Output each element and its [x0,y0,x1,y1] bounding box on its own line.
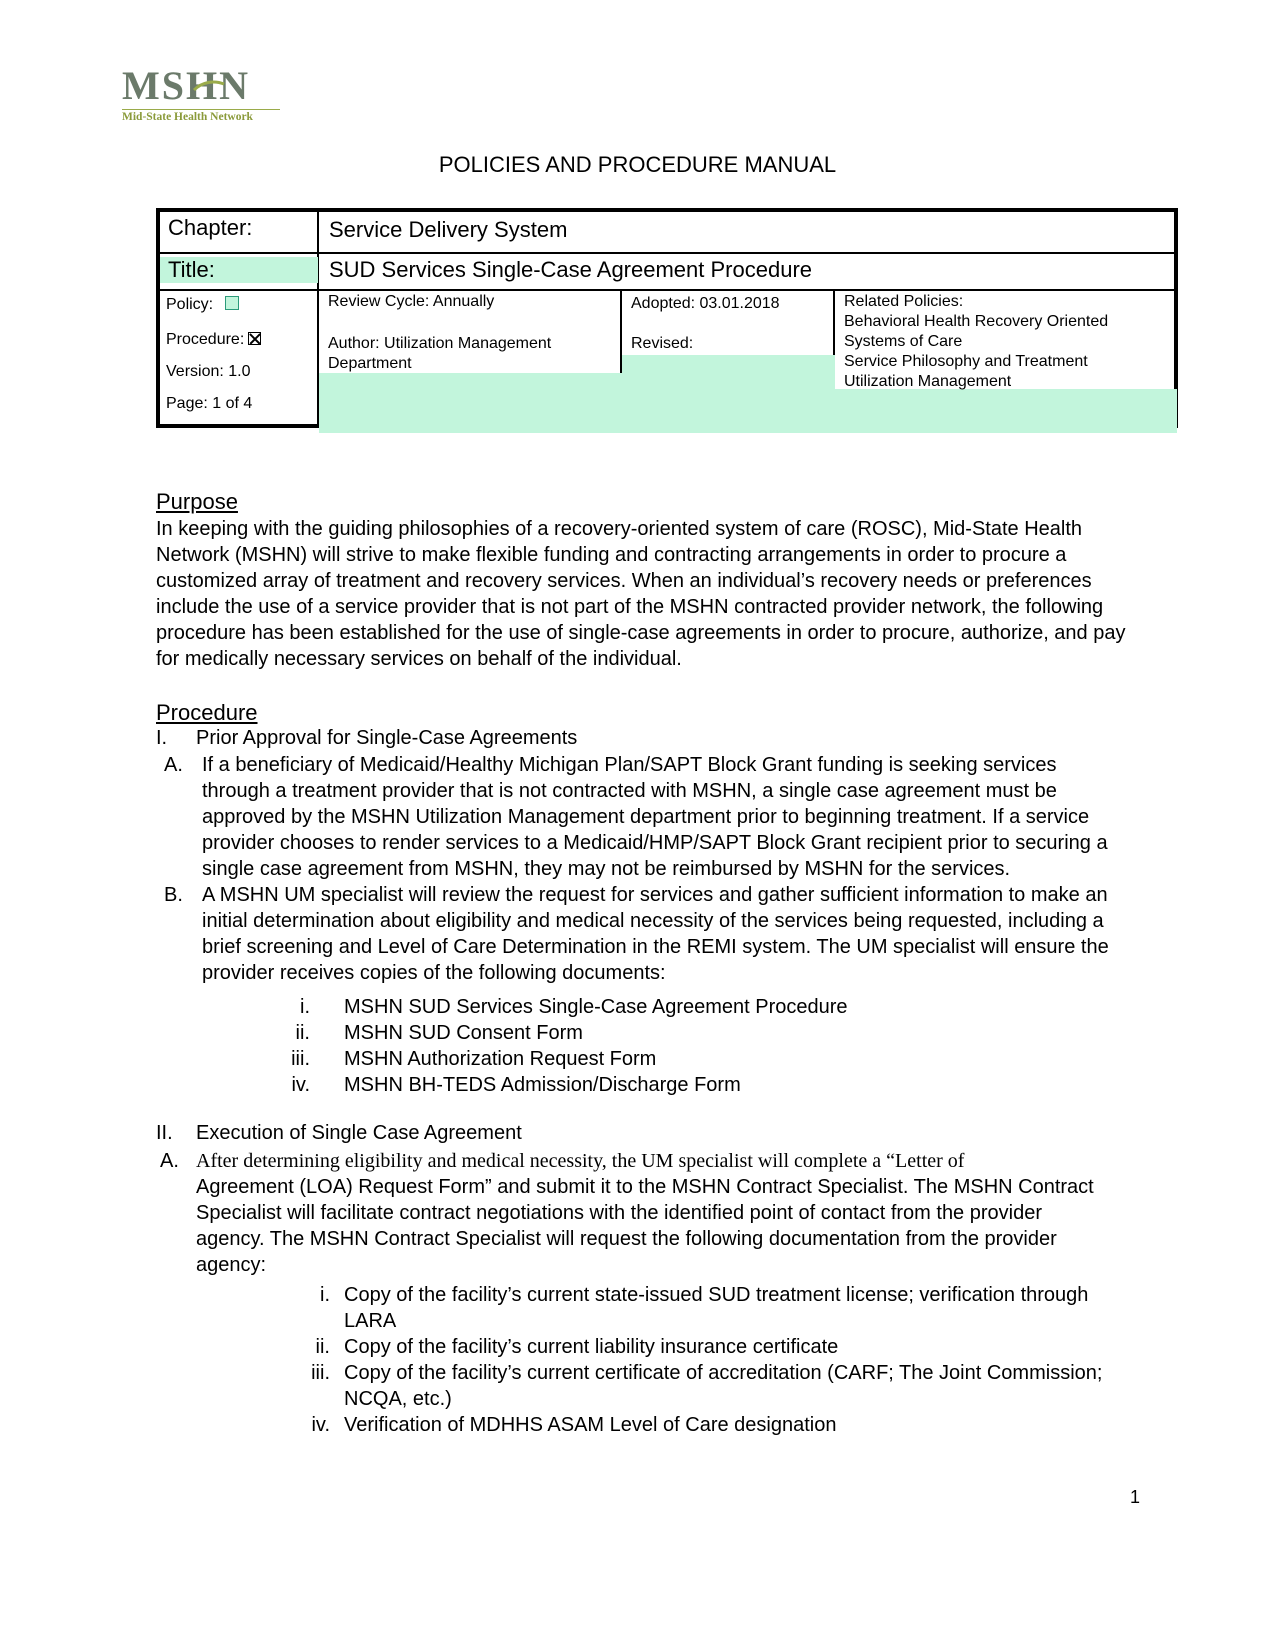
logo-swoosh-icon [192,78,226,94]
text-line: If a beneficiary of Medicaid/Healthy Michigan Plan/SAPT Block Grant funding is seeking services [202,754,1057,776]
meta-author-cell [318,290,621,426]
list-text: Copy of the facility’s current liability insurance certificate [344,1336,839,1358]
list-numeral: ii. [315,1336,330,1358]
procedure-line [166,331,261,349]
purpose-line: In keeping with the guiding philosophies of a recovery-oriented system of care (ROSC), Mid-State Health [156,518,1083,540]
text-line: through a treatment provider that is not contracted with MSHN, a single case agreement must be [202,780,1057,802]
revised-text: Revised: [631,335,694,352]
list-text: MSHN SUD Services Single-Case Agreement Procedure [344,996,848,1018]
page-text: Page: 1 of 4 [166,395,253,412]
section-1-title: Prior Approval for Single-Case Agreements [196,727,578,749]
purpose-line: for medically necessary services on behalf of the individual. [156,648,682,670]
author-highlight [319,373,622,433]
page-number: 1 [1130,1487,1141,1507]
text-line: LARA [344,1310,397,1332]
review-cycle-text: Review Cycle: Annually [328,293,495,310]
adopted-text: Adopted: 03.01.2018 [631,295,780,312]
text-line: After determining eligibility and medical necessity, the UM specialist will complete a “Letter of [196,1150,965,1172]
text-line: Copy of the facility’s current state-issued SUD treatment license; verification through [344,1284,1089,1306]
policy-line [166,296,239,314]
section-2-heading [156,1122,522,1145]
title-label: Title: [160,257,318,283]
list-numeral: ii. [295,1022,310,1044]
text-line: initial determination about eligibility and medical necessity of the services being requested, including a [202,910,1104,932]
item-label: A. [164,754,183,776]
related-policy-3: Utilization Management [844,373,1012,390]
section-2-title: Execution of Single Case Agreement [196,1122,522,1144]
meta-left-cell [158,290,318,426]
list-numeral: iii. [291,1048,310,1070]
meta-dates-cell [621,290,834,426]
author-line-2: Department [328,355,412,372]
text-line: single case agreement from MSHN, they may not be reimbursed by MSHN for the services. [202,858,1011,880]
title-label-cell [158,253,318,290]
logo-wordmark [122,63,282,108]
logo-tagline: Mid-State Health Network [122,111,253,123]
procedure-checked-box-icon [248,332,261,345]
policy-label: Policy: [166,296,214,313]
text-line: agency: [196,1254,267,1276]
item-text [202,752,1142,882]
list-numeral: iii. [311,1362,330,1384]
list-numeral: iv. [311,1414,330,1436]
logo-rule [122,109,280,110]
text-line: NCQA, etc.) [344,1388,452,1410]
mshn-logo [122,63,282,123]
list-item [290,1360,1150,1412]
text-line: provider chooses to render services to a Medicaid/HMP/SAPT Block Grant recipient prior to securing a [202,832,1108,854]
list-numeral: iv. [291,1074,310,1096]
text-line: agency. The MSHN Contract Specialist will request the following documentation from the provider [196,1228,1057,1250]
list-numeral: i. [300,996,310,1018]
purpose-line: procedure has been established for the use of single-case agreements in order to procure, authorize, and pay [156,622,1126,644]
list-text [344,1360,1102,1412]
title-value: SUD Services Single-Case Agreement Procedure [318,253,1176,290]
meta-row [158,290,1176,426]
item-text [196,1148,1136,1278]
text-line: provider receives copies of the following documents: [202,962,666,984]
text-line: brief screening and Level of Care Determination in the REMI system. The UM specialist will ensure the [202,936,1109,958]
related-policy-2: Service Philosophy and Treatment [844,353,1088,370]
text-line: approved by the MSHN Utilization Management department prior to beginning treatment. If a service [202,806,1090,828]
list-item [290,1334,1150,1360]
chapter-label: Chapter: [158,210,318,253]
item-label: B. [164,884,183,906]
author-line-1: Author: Utilization Management [328,335,552,352]
purpose-line: include the use of a service provider that is not part of the MSHN contracted provider network, the following [156,596,1104,618]
list-text: MSHN Authorization Request Form [344,1048,657,1070]
logo-name: MSHN [122,63,250,108]
list-text: MSHN BH-TEDS Admission/Discharge Form [344,1074,741,1096]
chapter-value: Service Delivery System [318,210,1176,253]
procedure-heading: Procedure [156,700,258,725]
dates-highlight [622,355,835,433]
chapter-row [158,210,1176,253]
meta-related-cell [834,290,1176,426]
text-line: Specialist will facilitate contract negotiations with the identified point of contact from the provider [196,1202,1042,1224]
purpose-paragraph [156,516,1156,672]
version-text: Version: 1.0 [166,363,251,380]
section-2-document-list [290,1282,1150,1438]
text-line: A MSHN UM specialist will review the request for services and gather sufficient information to make an [202,884,1108,906]
list-item [290,1412,1150,1438]
title-row [158,253,1176,290]
list-text: MSHN SUD Consent Form [344,1022,583,1044]
text-line: Copy of the facility’s current certificate of accreditation (CARF; The Joint Commission; [344,1362,1103,1384]
related-policy-1b: Systems of Care [844,333,963,350]
procedure-label: Procedure: [166,331,245,348]
item-label: A. [160,1150,179,1172]
text-line: Agreement (LOA) Request Form” and submit it to the MSHN Contract Specialist. The MSHN Contract [196,1176,1094,1198]
purpose-line: Network (MSHN) will strive to make flexible funding and contracting arrangements in order to procure a [156,544,1067,566]
policy-checkbox-icon [225,296,239,310]
section-1-number: I. [156,727,168,749]
purpose-heading: Purpose [156,489,238,514]
purpose-line: customized array of treatment and recovery services. When an individual’s recovery needs or preferences [156,570,1092,592]
related-policies-label: Related Policies: [844,293,964,310]
section-2-number: II. [156,1122,173,1144]
related-highlight [835,389,1177,433]
list-item [290,1282,1150,1334]
related-policy-1a: Behavioral Health Recovery Oriented [844,313,1109,330]
policy-header-table [156,208,1178,428]
list-text: Verification of MDHHS ASAM Level of Care designation [344,1414,837,1436]
list-text [344,1282,1088,1334]
manual-title: POLICIES AND PROCEDURE MANUAL [438,152,837,177]
item-text [202,882,1142,986]
section-1-heading [156,727,577,750]
list-numeral: i. [320,1284,330,1306]
